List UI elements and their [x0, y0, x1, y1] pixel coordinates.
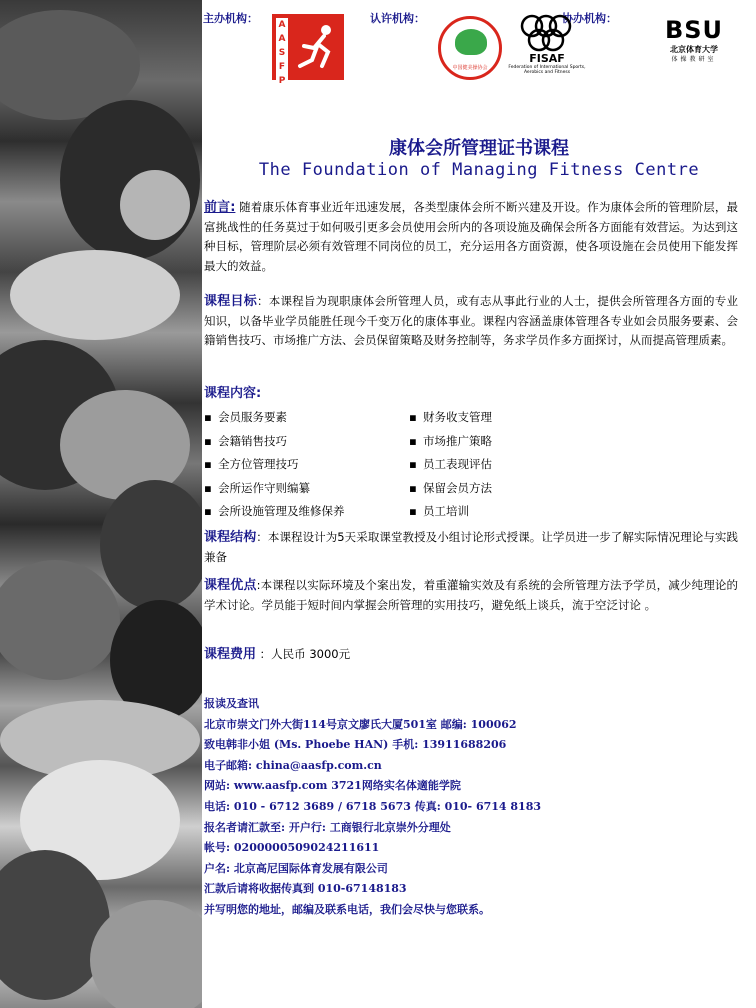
intro-text: 随着康乐体育事业近年迅速发展，各类型康体会所不断兴建及开设。作为康体会所的管理阶层，最富挑战性的任务莫过于如何吸引更多会员使用会所内的各项设施及确保会所各方面能有效营运。为达到这种目标，管理阶层必须有效管理不同岗位的员工，充分运用各方面资源，使各项设施在会员使用下能发挥最大的效益。	[204, 200, 738, 273]
contact-line: 北京市崇文门外大街114号京文廖氏大厦501室 邮编: 100062	[204, 717, 517, 731]
fee-paragraph	[204, 645, 738, 665]
contact-line: 电话: 010 - 6712 3689 / 6718 5673 传真: 010- 6714 8183	[204, 799, 542, 813]
goal-text: ：本课程旨为现职康体会所管理人员，或有志从事此行业的人士，提供会所管理各方面的专业知识，以备毕业学员能胜任现今千变万化的康体事业。课程内容涵盖康体管理各专业如会员服务要素、会籍销售技巧、市场推广方法、会员保留策略及财务控制等，务求学员作多方面探讨，从而提高管理质素。	[204, 294, 738, 347]
list-item: ▪ 全方位管理技巧	[204, 457, 299, 472]
list-item: ▪ 会籍销售技巧	[204, 433, 287, 448]
contact-line: 并写明您的地址，邮编及联系电话，我们会尽快与您联系。	[204, 902, 490, 916]
list-item: ▪ 员工表现评估	[409, 457, 492, 472]
advantage-text: :本课程以实际环境及个案出发，着重灌输实效及有系统的会所管理方法予学员，减少纯理论的学术讨论。学员能于短时间内掌握会所管理的实用技巧，避免纸上谈兵，流于空泛讨论 。	[204, 578, 738, 612]
list-item: ▪ 会所设施管理及维修保养	[204, 504, 345, 519]
list-item: ▪ 保留会员方法	[409, 480, 492, 495]
contact-line: 致电韩非小姐 (Ms. Phoebe HAN) 手机: 13911688206	[204, 738, 507, 752]
contact-email[interactable]: 电子邮箱: china@aasfp.com.cn	[204, 758, 382, 772]
approve-label: 认许机构：	[370, 12, 425, 25]
course-title-cn: 康体会所管理证书课程	[389, 138, 569, 159]
contact-block	[204, 694, 744, 921]
intro-paragraph	[204, 198, 738, 276]
list-item: ▪ 员工培训	[409, 504, 469, 519]
runner-icon	[296, 22, 340, 72]
intro-heading: 前言:	[204, 200, 236, 215]
content-list-right	[409, 406, 649, 524]
china-aerobics-logo	[438, 16, 502, 80]
fee-heading: 课程费用	[204, 647, 257, 662]
aasfp-logo	[272, 14, 344, 86]
contact-website[interactable]: 网站: www.aasfp.com 3721网络实名体適能学院	[204, 779, 461, 793]
contact-line: 户名: 北京高尼国际体育发展有限公司	[204, 861, 388, 875]
goal-paragraph	[204, 292, 738, 351]
fisaf-subtitle: Federation of International Sports, Aerobics and Fitness	[508, 65, 586, 75]
advantage-paragraph	[204, 576, 738, 615]
coorg-label: 协办机构：	[562, 12, 617, 25]
bsu-letters: BSU	[664, 16, 724, 44]
content-heading-row	[204, 384, 738, 404]
fisaf-logo	[506, 14, 588, 78]
aasfp-letters: AASFP	[276, 18, 288, 88]
bsu-university-name: 北京体育大学	[670, 45, 718, 54]
list-item: ▪ 会所运作守则编纂	[204, 480, 310, 495]
contact-line: 报名者请汇款至: 开户行: 工商银行北京崇外分理处	[204, 820, 451, 834]
china-logo-text: 中国健美操协会	[452, 65, 488, 71]
list-item: ▪ 市场推广策略	[409, 433, 492, 448]
bsu-logo	[640, 16, 748, 76]
content-list-left	[204, 406, 444, 524]
content-heading: 课程内容:	[204, 386, 262, 401]
list-item: ▪ 会员服务要素	[204, 410, 287, 424]
fisaf-name: FISAF	[529, 52, 565, 65]
contact-line: 帐号: 0200000509024211611	[204, 841, 380, 855]
bsu-department-name: 体操教研室	[671, 56, 717, 63]
contact-line: 汇款后请将收据传真到 010-67148183	[204, 882, 407, 896]
host-label: 主办机构：	[203, 12, 258, 25]
fisaf-rings-icon	[516, 14, 576, 52]
photo-collage	[0, 0, 202, 1008]
structure-text: ：本课程设计为5天采取课堂教授及小组讨论形式授课。让学员进一步了解实际情况理论与实践兼备	[204, 530, 738, 564]
goal-heading: 课程目标	[204, 294, 257, 309]
list-item: ▪ 财务收支管理	[409, 410, 492, 424]
fee-text: ：人民币 3000元	[256, 647, 351, 661]
contact-line: 报读及查讯	[204, 697, 259, 710]
structure-paragraph	[204, 528, 738, 567]
course-title-en: The Foundation of Managing Fitness Centre	[258, 160, 700, 180]
structure-heading: 课程结构	[204, 530, 257, 545]
advantage-heading: 课程优点	[204, 578, 257, 593]
